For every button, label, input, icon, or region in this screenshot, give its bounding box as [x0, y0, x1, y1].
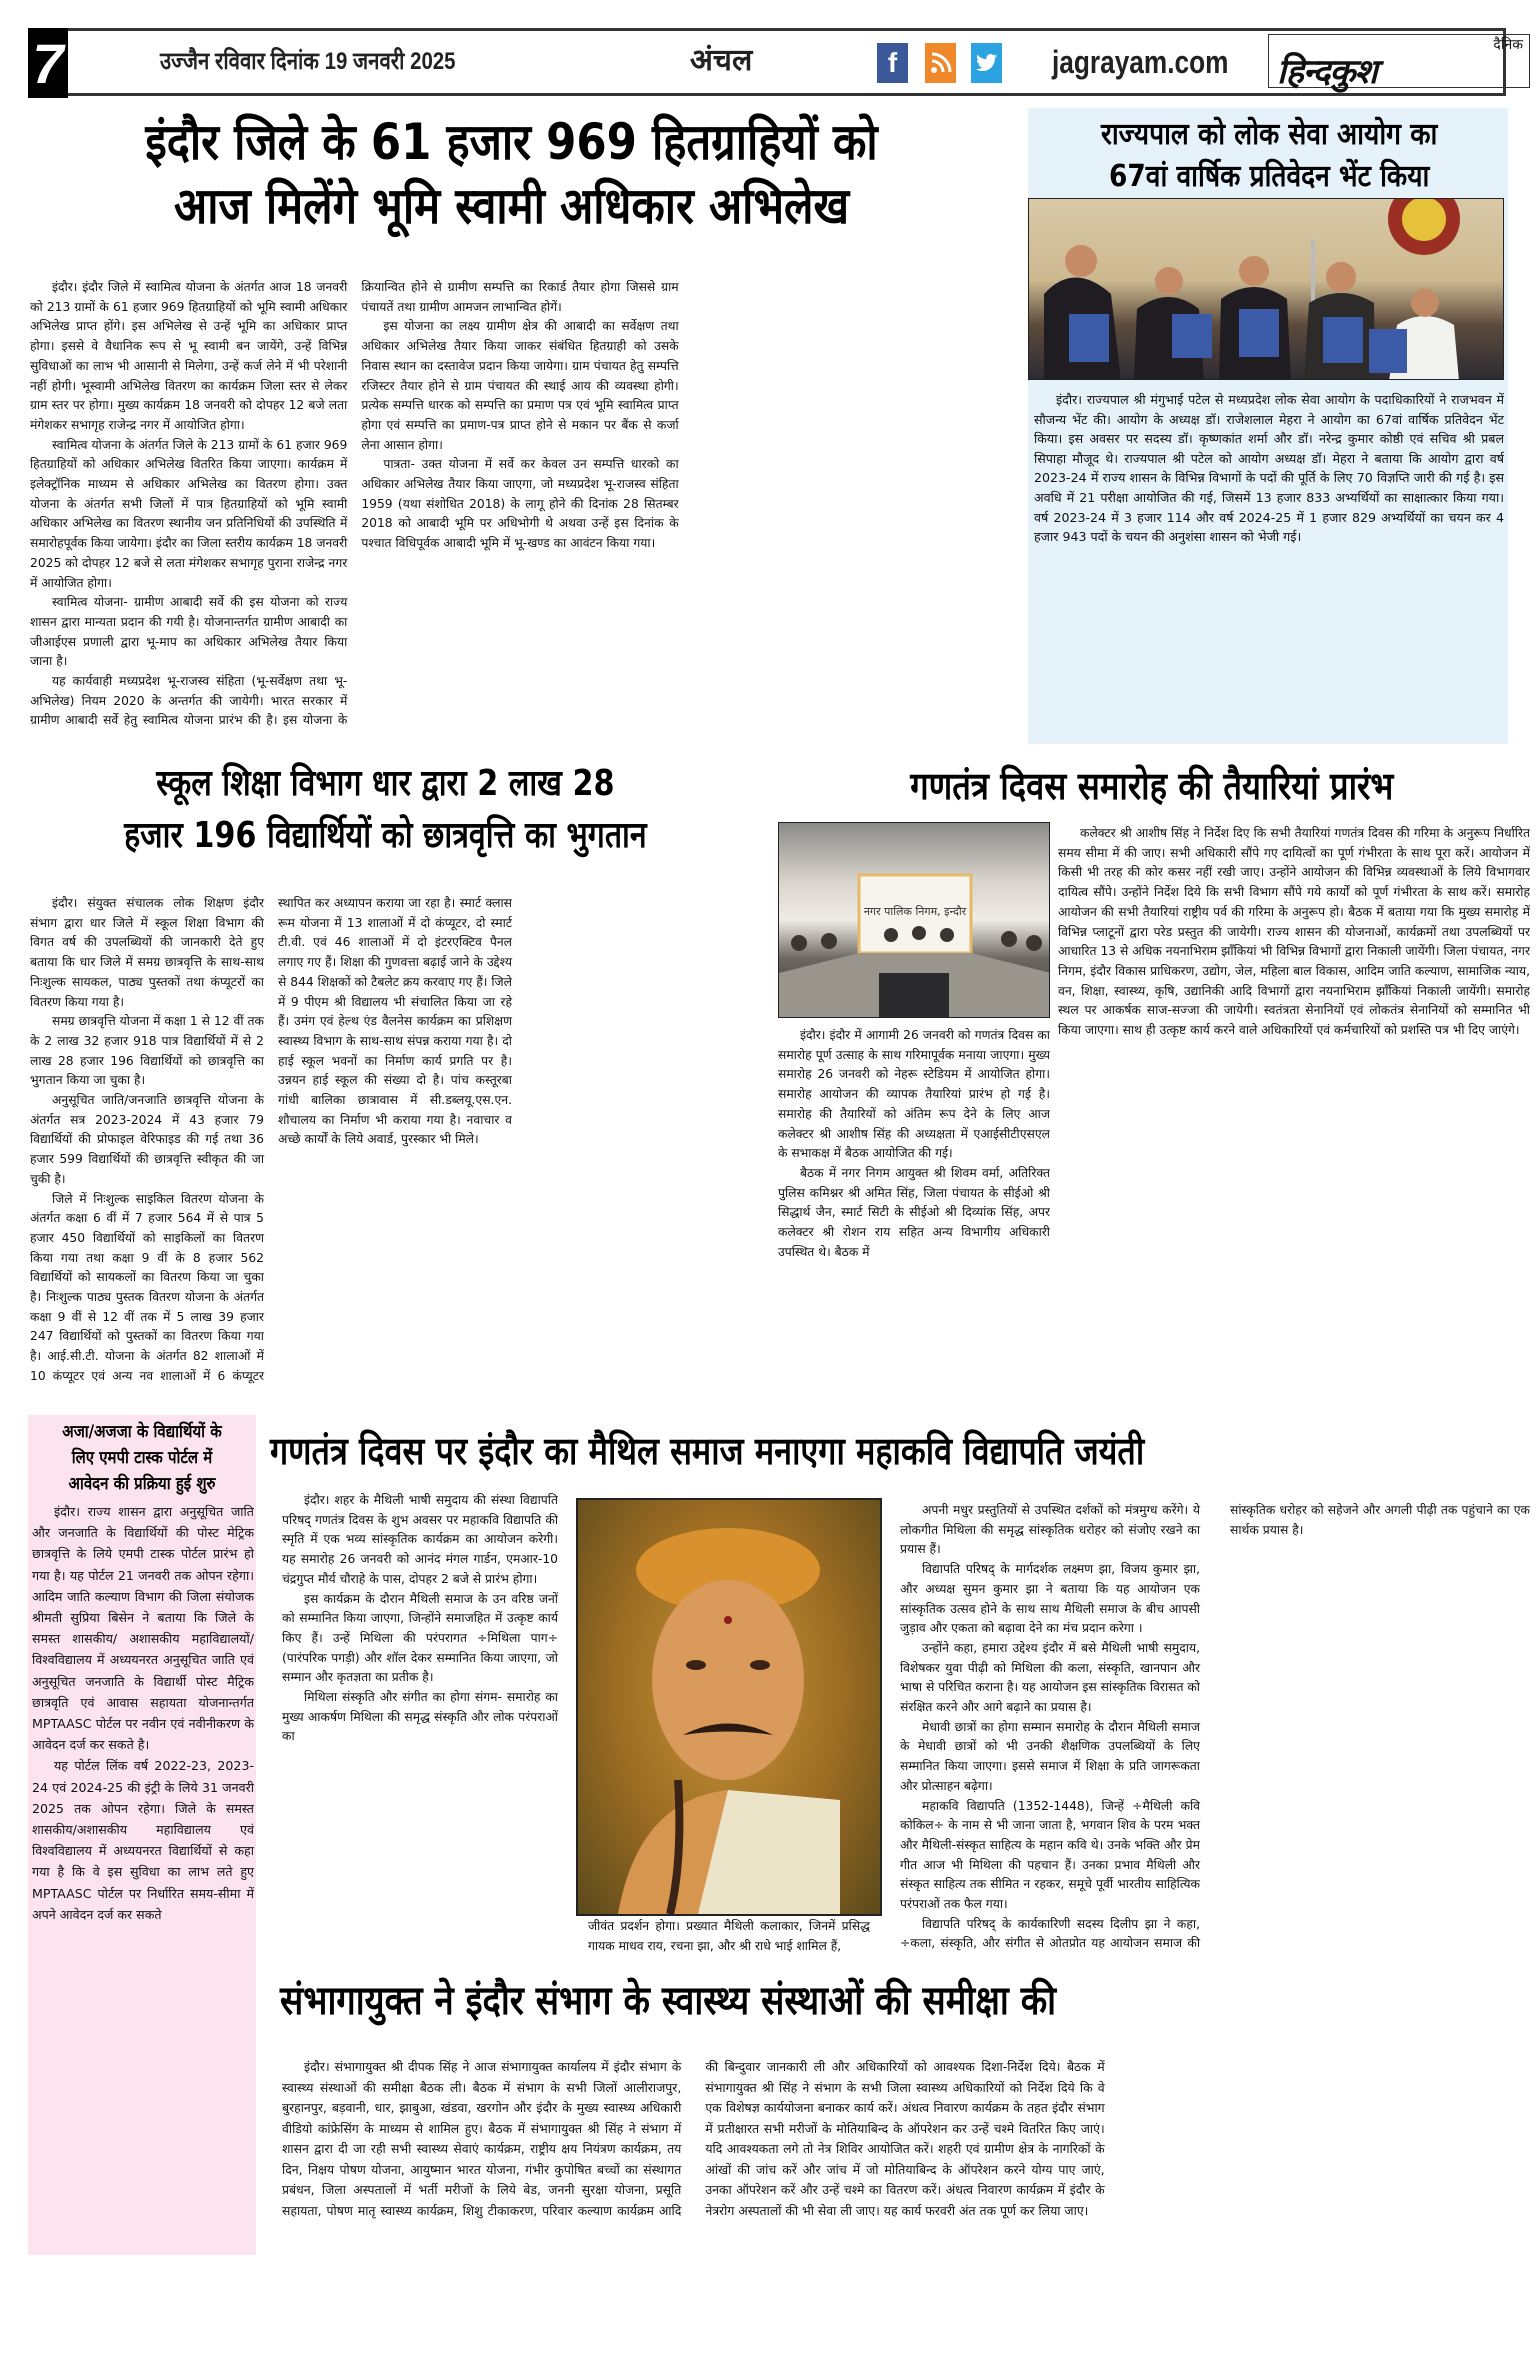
article-body [32, 1501, 254, 2249]
logo-daily: दैनिक [1493, 37, 1523, 53]
dateline: उज्जैन रविवार दिनांक 19 जनवरी 2025 [160, 48, 456, 75]
headline-line: आज मिलेंगे भूमि स्वामी अधिकार अभिलेख [173, 177, 850, 235]
twitter-icon[interactable] [971, 43, 1002, 83]
paragraph: इंदौर। राज्यपाल श्री मंगुभाई पटेल से मध्यप्रदेश लोक सेवा आयोग के पदाधिकारियों ने राजभवन में सौजन्य भेंट की। आयोग के अध्यक्ष डॉ। राजेशलाल मेहरा ने आयोग का 67वां वार्षिक प्रतिवेदन भेंट किया। इस अवसर पर सदस्य डॉ। कृष्णकांत शर्मा और डॉ। नरेन्द्र कुमार कोष्ठी एवं सचिव श्री प्रबल सिपाहा मौजूद थे। राज्यपाल श्री पटेल को आयोग अध्यक्ष डॉ। मेहरा ने बताया कि आयोग द्वारा वर्ष 2023-24 में राज्य शासन के विभिन्न विभागों के पदों की पूर्ति के लिए 70 विज्ञप्ति जारी की गई है। इस अवधि में 21 परीक्षा आयोजित की गई, जिसमें 13 हजार 833 अभ्यर्थियों का साक्षात्कार किया गया। वर्ष 2023-24 में 3 हजार 114 और वर्ष 2024-25 में 1 हजार 829 अभ्यर्थियों का चयन कर 4 हजार 943 पदों के चयन की अनुशंसा शासन को भेजी गई। [1034, 392, 1504, 545]
headline [32, 1419, 252, 1497]
headline-line: 67वां वार्षिक प्रतिवेदन भेंट किया [1109, 159, 1430, 194]
paragraph: स्वामित्व योजना के अंतर्गत जिले के 213 ग्रामों के 61 हजार 969 हितग्राहियों को अधिकार अभिलेख वितरित किया जाएगा। कार्यक्रम में इलेक्ट्रॉनिक माध्यम से अधिकार अभिलेख का वितरण होगा। उक्त योजना के अंतर्गत सभी जिलों में पात्र हितग्राहियों को भूमि स्वामी अधिकार अभिलेख का वितरण स्थानीय जन प्रतिनिधियों की उपस्थिति में समारोहपूर्वक किया जायेगा। इंदौर का जिला स्तरीय कार्यक्रम 18 जनवरी 2025 को दोपहर 12 बजे से लता मंगेशकर सभागृह पुराना राजेन्द्र नगर में आयोजित होगा। [30, 437, 348, 590]
headline [1036, 114, 1502, 198]
paragraph: विद्यापति परिषद् के कार्यकारिणी सदस्य दिलीप झा ने कहा, ÷कला, संस्कृति, और संगीत से ओतप्रोत यह आयोजन समाज की सांस्कृतिक धरोहर को सहेजने और अगली पीढ़ी तक पहुंचाने का एक सार्थक प्रयास है। [900, 1503, 1530, 1951]
headline: गणतंत्र दिवस समारोह की तैयारियां प्रारंभ [910, 764, 1394, 808]
headline-line: आवेदन की प्रक्रिया हुई शुरु [68, 1474, 216, 1494]
paragraph: इस कार्यक्रम के दौरान मैथिली समाज के उन वरिष्ठ जनों को सम्मानित किया जाएगा, जिन्होंने समाजहित में उत्कृष्ट कार्य किए हैं। उन्हें मिथिला की परंपरागत ÷मिथिला पाग÷ (पारंपरिक पगड़ी) और शॉल देकर सम्मानित किया जाएगा, जो सम्मान और कृतज्ञता का प्रतीक है। [282, 1591, 558, 1685]
paragraph: समग्र छात्रवृत्ति योजना में कक्षा 1 से 12 वीं तक के 2 लाख 32 हजार 918 पात्र विद्यार्थियों में से 2 लाख 28 हजार 196 विद्यार्थियों को छात्रवृत्ति का भुगतान किया जा चुका है। [30, 1014, 264, 1088]
rss-icon[interactable] [925, 43, 956, 83]
headline-line: हजार 196 विद्यार्थियों को छात्रवृत्ति का भुगतान [124, 815, 647, 856]
facebook-icon[interactable]: f [877, 43, 908, 83]
paragraph: इंदौर। इंदौर में आगामी 26 जनवरी को गणतंत्र दिवस का समारोह पूर्ण उत्साह के साथ गरिमापूर्वक मनाया जाएगा। मुख्य समारोह 26 जनवरी को नेहरू स्टेडियम में आयोजित होगा। समारोह आयोजन की व्यापक तैयारियां प्रारंभ हो गई है। समारोह की तैयारियों को अंतिम रूप देने के लिए आज कलेक्टर श्री आशीष सिंह की अध्यक्षता में एआईसीटीएसएल के सभाकक्ष में बैठक आयोजित की गई। [778, 1028, 1050, 1161]
paragraph: इंदौर। राज्य शासन द्वारा अनुसूचित जाति और जनजाति के विद्यार्थियों की पोस्ट मेट्रिक छात्रवृत्ति के लिये एमपी टास्क पोर्टल प्रारंभ हो गया है। यह पोर्टल 21 जनवरी तक ओपन रहेगा। आदिम जाति कल्याण विभाग की जिला संयोजक श्रीमती सुप्रिया बिसेन ने बताया कि जिले के समस्त शासकीय/ अशासकीय महाविद्यालयों/ विश्वविद्यालय में अध्ययनरत अनुसूचित जाति एवं अनुसूचित जनजाति के विद्यार्थी पोस्ट मैट्रिक छात्रवृति एवं आवास सहायता योजनान्तर्गत MPTAASC पोर्टल पर नवीन एवं नवीनीकरण के आवेदन दर्ज कर सकते है। [32, 1504, 254, 1753]
headline-line: लिए एमपी टास्क पोर्टल में [71, 1448, 213, 1468]
article-chhatravritti [0, 752, 770, 1402]
article-body [30, 894, 760, 1394]
paragraph: अनुसूचित जाति/जनजाति छात्रवृत्ति योजना के अंतर्गत सत्र 2023-2024 में 43 हजार 79 विद्यार्थियों की प्रोफाइल वेरिफाइड की गई तथा 36 हजार 599 विद्यार्थियों की छात्रवृत्ति स्वीकृत की जा चुकी है। [30, 1093, 264, 1186]
headline-line: स्कूल शिक्षा विभाग धार द्वारा 2 लाख 28 [156, 763, 615, 804]
article-bhumi-abhilekh [0, 100, 1020, 750]
paragraph: बैठक में नगर निगम आयुक्त श्री शिवम वर्मा, अतिरिक्त पुलिस कमिश्नर श्री अमित सिंह, जिला पंचायत के सीईओ श्री सिद्धार्थ जैन, स्मार्ट सिटी के सीईओ श्री दिव्यांक सिंह, अपर कलेक्टर श्री रोशन राय सहित अन्य विभागीय अधिकारी उपस्थित थे। बैठक में [778, 1165, 1050, 1259]
article-body [282, 2057, 1528, 2241]
article-body-right [900, 1501, 1530, 1963]
photo-meeting [778, 822, 1050, 1018]
paragraph: जिले में निःशुल्क साइकिल वितरण योजना के अंतर्गत कक्षा 6 वीं में 7 हजार 564 में से पात्र 5 हजार 450 विद्यार्थियों को साइकिलों का वितरण किया गया तथा कक्षा 9 वीं के 8 हजार 562 विद्यार्थियों को सायकलों का वितरण किया जा चुका है। निःशुल्क पाठ्य पुस्तक वितरण योजना के अंतर्गत कक्षा 9 वीं से 12 वीं तक में 5 लाख 39 हजार 247 विद्यार्थियों को पुस्तकों का वितरण किया गया है। आई.सी.टी. योजना के अंतर्गत 82 शालाओं में 10 कंप्यूटर एवं अन्य नव शालाओं में 6 कंप्यूटर स्थापित कर अध्यापन कराया जा रहा है। स्मार्ट क्लास रूम योजना में 13 शालाओं में दो कंप्यूटर, दो स्मार्ट टी.वी. एवं 46 शालाओं में दो इंटरएक्टिव पैनल लगाए गए हैं। शिक्षा की गुणवत्ता बढ़ाई जाने के उद्देश्य से 844 शिक्षकों को टैबलेट क्रय करवाए गए हैं। जिले में 9 पीएम श्री विद्यालय भी संचालित किया जा रहे हैं। उमंग एवं हेल्थ एंड वैलनेस कार्यक्रम का प्रशिक्षण स्वास्थ्य विभाग के साथ-साथ संपन्न कराया गया है। दो हाई स्कूल भवनों का निर्माण कार्य प्रगति पर है। उन्नयन हाई स्कूल की संख्या दो है। पांच कस्तूरबा गांधी बालिका छात्रावास में सी.डब्लयू.एस.एन. शौचालय का निर्माण भी कराया गया है। नवाचार व अच्छे कार्यों के लिये अवार्ड, पुरस्कार भी मिले। [30, 896, 512, 1383]
paragraph: विद्यापति परिषद् के मार्गदर्शक लक्ष्मण झा, विजय कुमार झा, और अध्यक्ष सुमन कुमार झा ने बताया कि यह आयोजन एक सांस्कृतिक उत्सव होने के साथ साथ मैथिली समाज के बीच आपसी जुड़ाव और एकता को बढ़ावा देने का मंच प्रदान करेगा । [900, 1562, 1200, 1636]
article-body [30, 278, 1010, 744]
paragraph: इंदौर। संभागायुक्त श्री दीपक सिंह ने आज संभागायुक्त कार्यालय में इंदौर संभाग के स्वास्थ्य संस्थाओं की समीक्षा बैठक ली। बैठक में संभाग के सभी जिलों आलीराजपुर, बुरहानपुर, बड़वानी, धार, झाबुआ, खंडवा, खरगोन और इंदौर के मुख्य स्वास्थ्य अधिकारी वीडियो कांफ्रेसिंग के माध्यम से शामिल हुए। बैठक में संभागायुक्त श्री सिंह ने संभाग में शासन द्वारा दी जा रही सभी स्वास्थ्य सेवाएं कार्यक्रम, राष्ट्रीय क्षय नियंत्रण कार्यक्रम, तय दिन, निक्षय पोषण योजना, आयुष्मान भारत योजना, गंभीर कुपोषित बच्चों का संस्थागत प्रबंधन, जिला अस्पतालों में भर्ती मरीजों के लिये बेड, जननी सुरक्षा योजना, प्रसूति सहायता, पोषण मातृ स्वास्थ्य कार्यक्रम, शिशु टीकाकरण, परिवार कल्याण कार्यक्रम आदि की बिन्दुवार जानकारी ली और अधिकारियों को आवश्यक दिशा-निर्देश दिये। बैठक में संभागायुक्त श्री सिंह ने संभाग के सभी जिला स्वास्थ्य अधिकारियों को निर्देश दिये कि वे एक विशेषज्ञ कार्ययोजना बनाकर कार्य करें। अंधत्व निवारण कार्यक्रम के तहत इंदौर संभाग में प्रतीक्षारत सभी मरीजों के मोतियाबिन्द के ऑपरेशन कर उन्हें चश्मे वितरित किए जाएं। यदि आवश्यकता लगे तो नेत्र शिविर आयोजित करें। शहरी एवं ग्रामीण क्षेत्र के नागरिकों के आंखों की जांच करें और जांच में जो मोतियाबिन्द के ऑपरेशन करने योग्य पाए जाएं, उनका ऑपरेशन करें और उन्हें चश्मे का वितरण करें। अंधत्व निवारण कार्यक्रम में इंदौर के नेत्ररोग अस्पतालों की भी सेवा ली जाए। यह कार्य फरवरी अंत तक पूर्ण कर लिया जाए। [282, 2059, 1105, 2218]
paragraph: स्वामित्व योजना- ग्रामीण आबादी सर्वे की इस योजना को राज्य शासन द्वारा मान्यता प्रदान की गयी है। योजनान्तर्गत ग्रामीण आबादी का जीआईएस प्रणाली द्वारा भू-माप का अधिकार अभिलेख तैयार किया जाना है। [30, 595, 348, 669]
paragraph: उन्होंने कहा, हमारा उद्देश्य इंदौर में बसे मैथिली भाषी समुदाय, विशेषकर युवा पीढ़ी को मिथिला की कला, संस्कृति, खानपान और भाषा से परिचित कराना है। यह आयोजन इस सांस्कृतिक विरासत को संरक्षित करने और आगे बढ़ाने का प्रयास है। [900, 1640, 1200, 1715]
article-swasthya-samiksha [270, 1965, 1536, 2265]
website-link[interactable]: jagrayam.com [1052, 44, 1229, 80]
article-gantantra-taiyari [770, 752, 1536, 1402]
article-body-left [282, 1491, 558, 1955]
article-body-left [778, 1026, 1050, 1398]
photo-governor-report [1028, 198, 1504, 380]
paragraph: जीवंत प्रदर्शन होगा। प्रख्यात मैथिली कलाकार, जिनमें प्रसिद्ध गायक माधव राय, रचना झा, और श्री राधे भाई शामिल हैं, [588, 1919, 870, 1953]
paragraph: इंदौर। इंदौर जिले में स्वामित्व योजना के अंतर्गत आज 18 जनवरी को 213 ग्रामों के 61 हजार 969 हितग्राहियों को भूमि स्वामी अधिकार अभिलेख प्राप्त होंगे। इस अभिलेख से उन्हें भूमि का अधिकार प्राप्त होगा। इससे वे वैधानिक रूप से भू स्वामी बन जायेंगे, उन्हें विभिन्न सुविधाओं का लाभ भी आसानी से मिलेगा, उन्हें कर्ज लेने में भी परेशानी नहीं होगी। भूस्वामी अभिलेख वितरण का कार्यक्रम जिला स्तर से लेकर ग्राम स्तर पर होगा। मुख्य कार्यक्रम 18 जनवरी को दोपहर 12 बजे लता मंगेशकर सभागृह राजेन्द्र नगर में आयोजित होगा। [30, 280, 348, 432]
article-vidyapati-jayanti [270, 1415, 1536, 1960]
headline [20, 758, 751, 862]
paragraph: इंदौर। संयुक्त संचालक लोक शिक्षण इंदौर संभाग द्वारा धार जिले में स्कूल शिक्षा विभाग की विगत वर्ष की उपलब्धियों की जानकारी देते हुए बताया कि धार जिले में समग्र छात्रवृत्ति के साथ-साथ निःशुल्क सायकल, पाठ्य पुस्तकों तथा कंप्यूटरों का वितरण किया गया है। [30, 896, 264, 1009]
page-number: 7 [28, 28, 68, 98]
headline: गणतंत्र दिवस पर इंदौर का मैथिल समाज मनाएगा महाकवि विद्यापति जयंती [270, 1429, 1145, 1473]
newspaper-logo [1268, 34, 1530, 92]
paragraph: महाकवि विद्यापति (1352-1448), जिन्हें ÷मैथिली कवि कोकिल÷ के नाम से भी जाना जाता है, भगवान शिव के परम भक्त और मैथिली-संस्कृत साहित्य के महान कवि थे। उनके भक्ति और प्रेम गीत आज भी मिथिला की पहचान हैं। उनका प्रभाव मैथिली और संस्कृत साहित्य तक सीमित न रहकर, समूचे पूर्वी भारतीय साहित्यिक परंपराओं तक फैल गया। [900, 1798, 1200, 1912]
section-name: अंचल [690, 44, 753, 77]
paragraph: अपनी मधुर प्रस्तुतियों से उपस्थित दर्शकों को मंत्रमुग्ध करेंगे। ये लोकगीत मिथिला की समृद्ध सांस्कृतिक धरोहर को संजोए रखने का प्रयास हैं। [900, 1503, 1200, 1557]
paragraph: यह पोर्टल लिंक वर्ष 2022-23, 2023-24 एवं 2024-25 की इंट्री के लिये 31 जनवरी 2025 तक ओपन रहेगा। जिले के समस्त शासकीय/अशासकीय महाविद्यालय एवं विश्वविद्यालय में अध्ययनरत विद्यार्थियों से कहा गया है कि वे इस सुविधा का लाभ लते हुए MPTAASC पोर्टल पर निर्धारित समय-सीमा में अपने आवेदन दर्ज कर सकते [32, 1758, 254, 1922]
photo-vidyapati-portrait [576, 1498, 882, 1916]
headline: संभागायुक्त ने इंदौर संभाग के स्वास्थ्य संस्थाओं की समीक्षा की [280, 1978, 1057, 2024]
headline-line: राज्यपाल को लोक सेवा आयोग का [1101, 117, 1438, 152]
paragraph: कलेक्टर श्री आशीष सिंह ने निर्देश दिए कि सभी तैयारियां गणतंत्र दिवस की गरिमा के अनुरूप निर्धारित समय सीमा में की जाए। सभी अधिकारी सौंपे गए दायित्वों का पूर्ण गंभीरता के साथ पूरा करें। आयोजन में किसी भी तरह की कोर कसर नहीं रखी जाए। उन्होंने आयोजन की विभिन्न व्यवस्थाओं के लिये विभागवार दायित्व सौंपे। उन्होंने निर्देश दिये कि सभी विभाग सौंपे गये कार्यों को पूर्ण गंभीरता के साथ करें। समारोह आयोजन की सभी तैयारियां राष्ट्रीय पर्व की गरिमा के अनुरूप हो। बैठक में बताया गया कि मुख्य समारोह में विभिन्न प्लाटूनों द्वारा परेड प्रस्तुत की जायेगी। राज्य शासन की योजनाओं, कार्यक्रमों तथा उपलब्धियों पर आधारित 13 से अधिक नयनाभिराम झाँकियां भी विभिन्न विभागों द्वारा निकाली जायेंगी। जिला पंचायत, नगर निगम, इंदौर विकास प्राधिकरण, उद्योग, जेल, महिला बाल विकास, आदिम जाति कल्याण, सामाजिक न्याय, वन, शिक्षा, स्वास्थ्य, कृषि, उद्यानिकी आदि विभागों द्वारा नयनाभिराम झाँकियां निकाली जायेंगी। समारोह स्थल पर आकर्षक साज-सज्जा की जायेगी। स्वतंत्रता सेनानियों एवं लोकतंत्र सेनानियों को सम्मानित भी किया जाएगा। साथ ही उत्कृष्ट कार्य करने वाले अधिकारियों एवं कर्मचारियों को प्रशस्ति पत्र भी दिए जाएंगे। [1058, 826, 1530, 1038]
article-body [1034, 390, 1504, 740]
headline-line: इंदौर जिले के 61 हजार 969 हितग्राहियों को [145, 113, 878, 171]
headline-line: अजा/अजजा के विद्यार्थियों के [62, 1422, 222, 1442]
paragraph: मेधावी छात्रों का होगा सम्मान समारोह के दौरान मैथिली समाज के मेधावी छात्रों को भी उनकी शैक्षणिक उपलब्धियों के लिए सम्मानित किया जाएगा। इससे समाज में शिक्षा के प्रति जागरूकता और प्रोत्साहन बढ़ेगा। [900, 1719, 1200, 1793]
paragraph: पात्रता- उक्त योजना में सर्वे कर केवल उन सम्पत्ति धारको का अधिकार अभिलेख तैयार किया जाएगा, जो मध्यप्रदेश भू-राजस्व संहिता 1959 (यथा संशोधित 2018) के लागू होने की दिनांक 28 सितम्बर 2018 को आबादी भूमि पर अधिभोगी थे अथवा उन्हें इस दिनांक के पश्चात विधिपूर्वक आबादी भूमि में भू-खण्ड का आवंटन किया गया। [361, 457, 679, 551]
paragraph: इस योजना का लक्ष्य ग्रामीण क्षेत्र की आबादी का सर्वेक्षण तथा अधिकार अभिलेख तैयार किया जाकर संबंधित हितग्राही को उसके निवास स्थान का दस्तावेज प्रदान किया जायेगा। ग्राम पंचायत हेतु सम्पत्ति रजिस्टर तैयार होने से ग्राम पंचायत की स्थाई आय की व्यवस्था होगी। प्रत्येक सम्पत्ति धारक को सम्पत्ति का प्रमाण पत्र एवं भूमि स्वामित्व प्राप्त होगा एवं सम्पत्ति का प्रमाण-पत्र प्राप्त होने से मकान पर बैंक से कर्जा लेना आसान होगा। [361, 319, 679, 452]
article-mp-task-portal [28, 1415, 256, 2255]
article-lok-seva-aayog [1028, 108, 1508, 744]
photo-sign: नगर पालिक निगम, इन्दौर [863, 905, 967, 918]
paragraph: इंदौर। शहर के मैथिली भाषी समुदाय की संस्था विद्यापति परिषद् गणतंत्र दिवस के शुभ अवसर पर महाकवि विद्यापति की स्मृति में एक भव्य सांस्कृतिक कार्यक्रम का आयोजन करेगी। यह समारोह 26 जनवरी को आनंद मंगल गार्डन, एमआर-10 चंद्रगुप्त मौर्य चौराहे के पास, दोपहर 2 बजे से प्रारंभ होगा। [282, 1493, 558, 1586]
logo-name: हिन्दकुश [1277, 52, 1377, 92]
article-body-right [1058, 824, 1530, 1398]
paragraph: यह कार्यवाही मध्यप्रदेश भू-राजस्व संहिता (भू-सर्वेक्षण तथा भू-अभिलेख) नियम 2020 के अन्तर्गत की जायेगी। भारत सरकार में ग्रामीण आबादी सर्वे हेतु स्वामित्व योजना प्रारंभ की है। इस योजना के क्रियान्वित होने से ग्रामीण सम्पत्ति का रिकार्ड तैयार होगा जिससे ग्राम पंचायतें तथा ग्रामीण आमजन लाभान्वित होगें। [30, 280, 679, 728]
headline [20, 110, 1003, 238]
paragraph: मिथिला संस्कृति और संगीत का होगा संगम- समारोह का मुख्य आकर्षण मिथिला की समृद्ध संस्कृति और लोक परंपराओं का [282, 1690, 558, 1744]
